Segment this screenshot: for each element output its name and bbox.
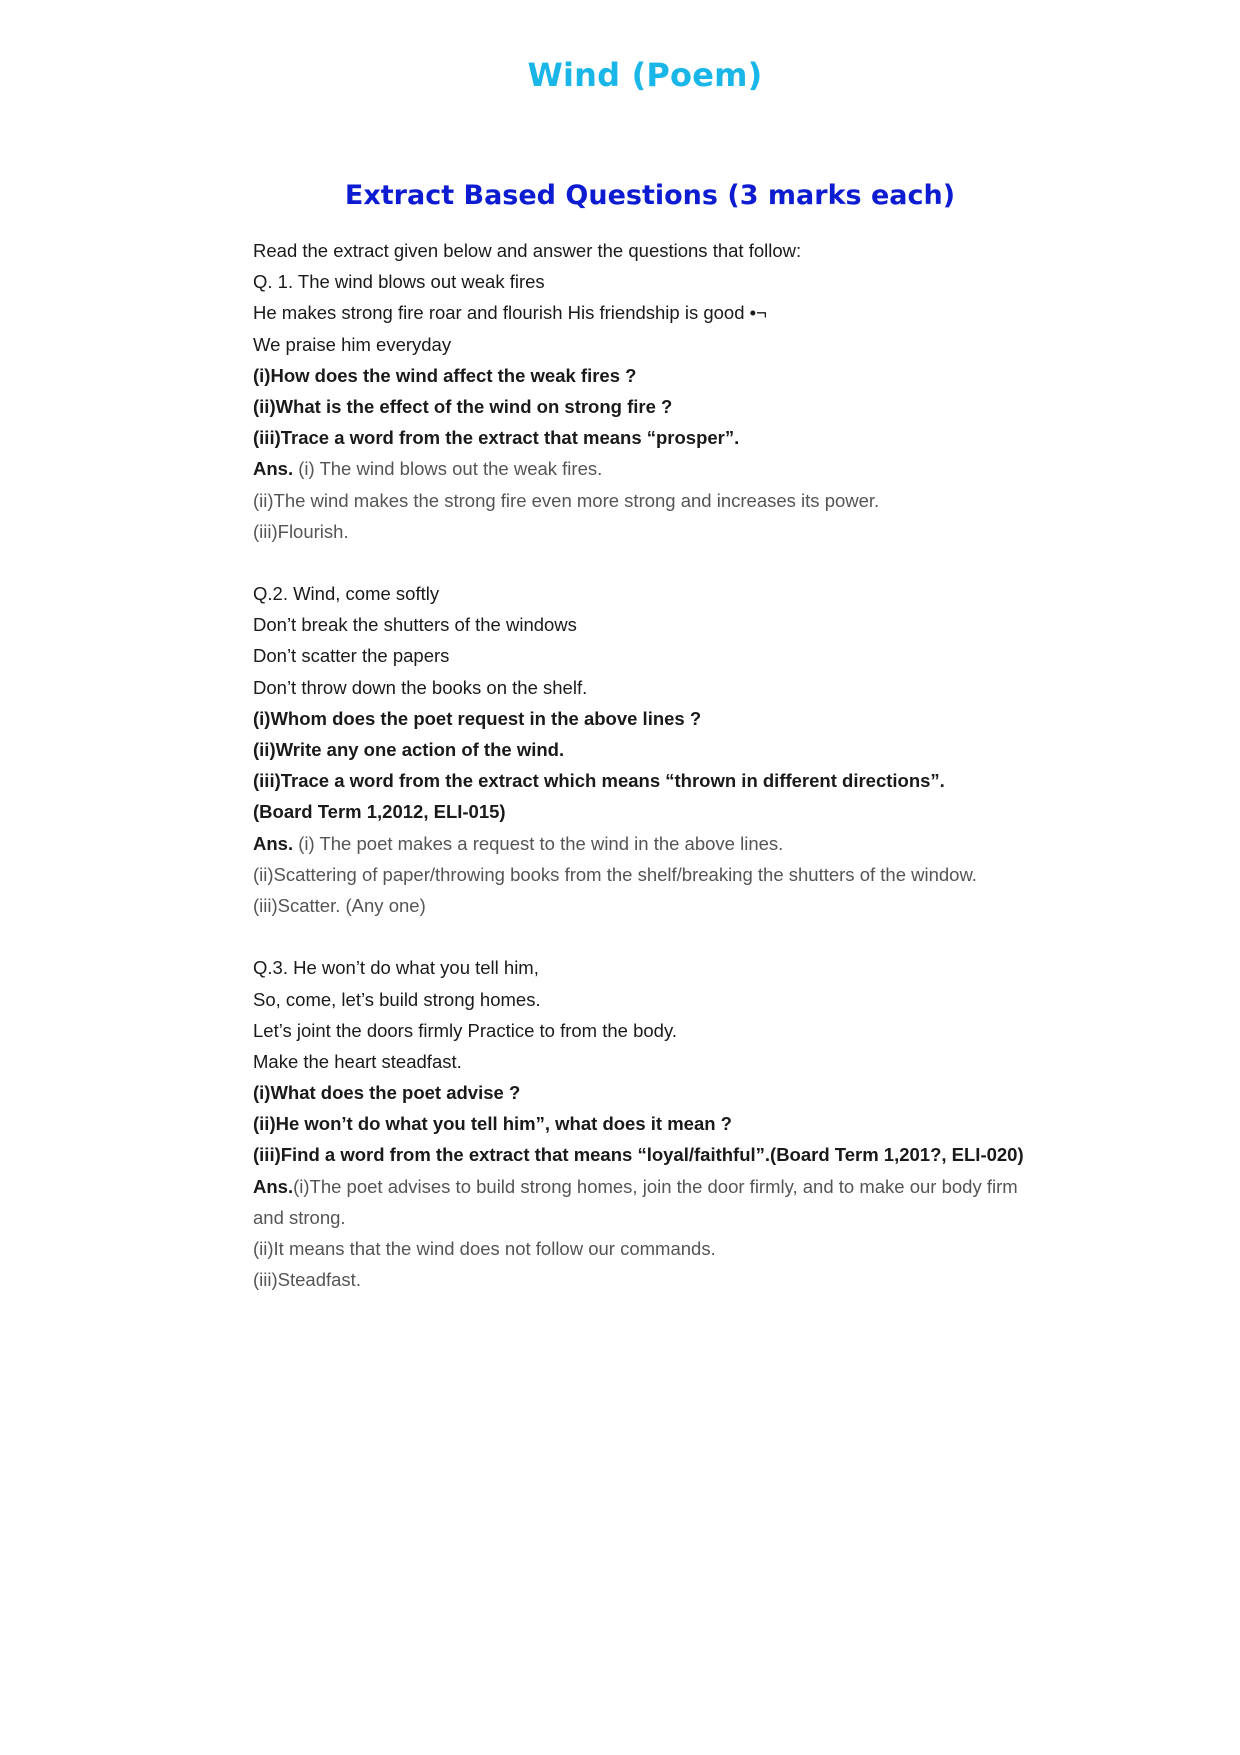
question-line: We praise him everyday	[253, 333, 452, 355]
answer-line	[253, 1171, 1053, 1233]
question-block-2	[253, 578, 1053, 921]
answer-text: (i) The poet makes a request to the wind in the above lines.	[293, 832, 784, 854]
answer-label: Ans.	[253, 832, 294, 854]
answer-line: (ii)Scattering of paper/throwing books from the shelf/breaking the shutters of the window.	[253, 863, 977, 885]
subquestion: (ii)What is the effect of the wind on strong fire ?	[253, 395, 673, 417]
answer-line: (iii)Flourish.	[253, 520, 349, 542]
answer-label: Ans.	[253, 458, 294, 480]
subquestion: (ii)Write any one action of the wind.	[253, 739, 565, 760]
answer-line: (ii)The wind makes the strong fire even more strong and increases its power.	[253, 489, 880, 511]
subquestion: (iii)Trace a word from the extract which means “thrown in different directions”.	[253, 770, 945, 792]
answer-text: (i)The poet advises to build strong homes, join the door firmly, and to make our body firm and strong.	[253, 1175, 1018, 1228]
answer-line	[253, 828, 1053, 859]
answer-label: Ans.	[253, 1175, 294, 1197]
question-line: Don’t break the shutters of the windows	[253, 614, 577, 636]
question-line: Don’t scatter the papers	[253, 645, 450, 667]
question-line: Make the heart steadfast.	[253, 1050, 462, 1072]
question-line: Let’s joint the doors firmly Practice to from the body.	[253, 1019, 677, 1041]
document-body	[253, 235, 1053, 1295]
answer-text: (i) The wind blows out the weak fires.	[293, 458, 603, 480]
answer-line: (ii)It means that the wind does not follow our commands.	[253, 1238, 716, 1260]
subquestion: (iii)Find a word from the extract that means “loyal/faithful”.(Board Term 1,201?, ELI-020)	[253, 1144, 1024, 1166]
answer-line: (iii)Steadfast.	[253, 1269, 361, 1291]
subquestion: (i)How does the wind affect the weak fires ?	[253, 364, 637, 386]
question-line: So, come, let’s build strong homes.	[253, 988, 541, 1010]
subquestion: (iii)Trace a word from the extract that means “prosper”.	[253, 427, 740, 449]
question-block-3	[253, 952, 1053, 1295]
document-title: Wind (Poem)	[527, 56, 763, 94]
spacer	[253, 547, 1053, 578]
instructions: Read the extract given below and answer the questions that follow:	[253, 240, 802, 261]
question-line: Q.2. Wind, come softly	[253, 583, 440, 605]
question-line: He makes strong fire roar and flourish His friendship is good •¬	[253, 302, 767, 324]
subquestion: (ii)He won’t do what you tell him”, what does it mean ?	[253, 1113, 732, 1135]
subquestion: (i)Whom does the poet request in the above lines ?	[253, 707, 702, 729]
question-line: Don’t throw down the books on the shelf.	[253, 676, 588, 698]
question-block-1	[253, 266, 1053, 547]
spacer	[253, 921, 1053, 952]
question-line: Q. 1. The wind blows out weak fires	[253, 271, 545, 293]
section-title: Extract Based Questions (3 marks each)	[344, 180, 956, 211]
question-line: Q.3. He won’t do what you tell him,	[253, 957, 539, 979]
subquestion: (i)What does the poet advise ?	[253, 1082, 521, 1104]
question-source: (Board Term 1,2012, ELI-015)	[253, 801, 506, 823]
answer-line	[253, 453, 1053, 484]
answer-line: (iii)Scatter. (Any one)	[253, 894, 426, 916]
